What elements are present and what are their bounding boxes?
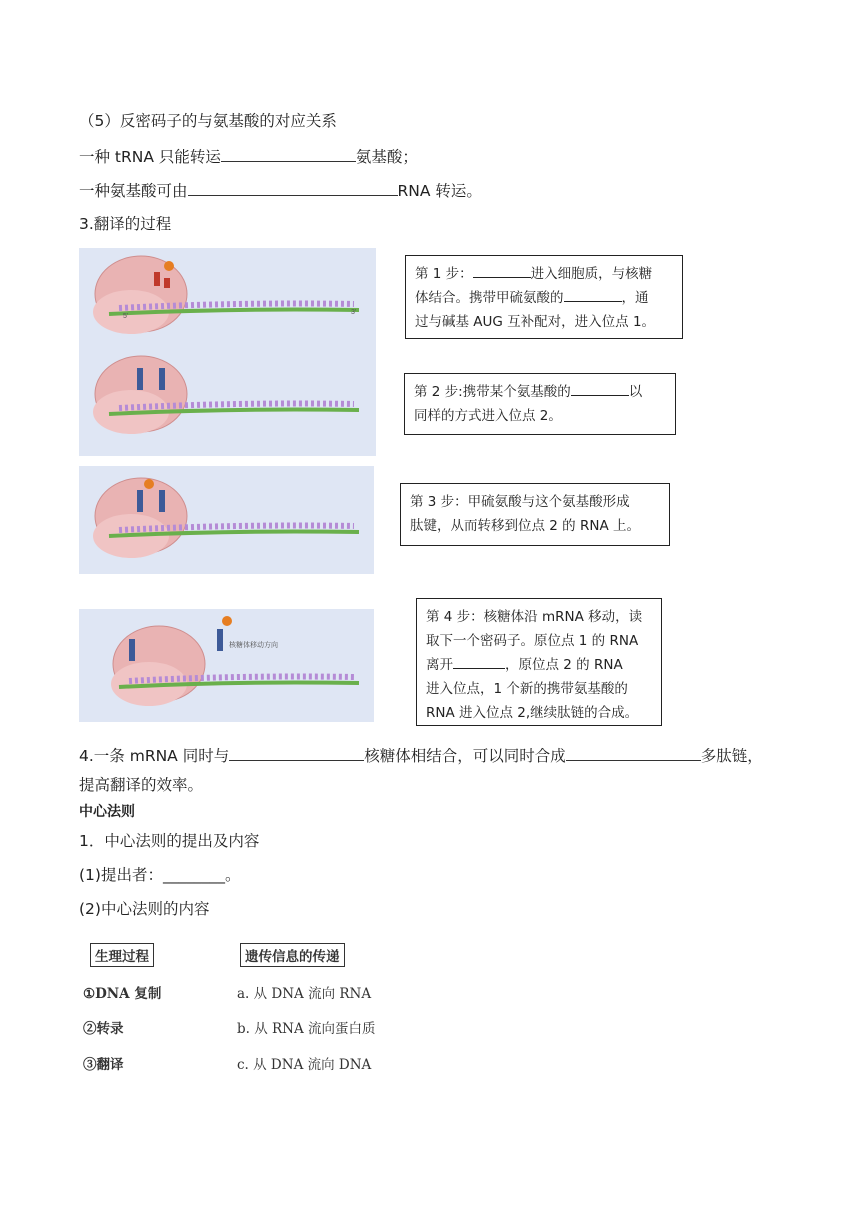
proposer-line: (1)提出者：________。 [79, 866, 241, 884]
three-prime-label: 3' [351, 309, 357, 316]
transfer-row-b: b. 从 RNA 流向蛋白质 [237, 1021, 376, 1037]
process-row-1: ①DNA 复制 [83, 986, 162, 1002]
section5-title: （5）反密码子的与氨基酸的对应关系 [79, 112, 337, 130]
translation-illustration-1 [79, 248, 376, 456]
section4-line1: 4.一条 mRNA 同时与 核糖体相结合，可以同时合成 多肽链， [79, 744, 763, 767]
section5-line2 [79, 179, 482, 202]
fill-blank[interactable] [188, 179, 398, 196]
central-sub1: 1．中心法则的提出及内容 [79, 832, 260, 850]
process-row-2: ②转录 [83, 1021, 124, 1037]
translation-illustration-2 [79, 466, 374, 574]
section4-line2: 提高翻译的效率。 [79, 776, 204, 794]
translation-illustration-3 [79, 609, 374, 722]
central-content: (2)中心法则的内容 [79, 900, 210, 918]
proposer-blank[interactable]: ________ [162, 866, 225, 884]
translation-figure-step-4 [79, 609, 374, 722]
fill-blank[interactable] [571, 381, 629, 396]
line2-prefix: 一种氨基酸可由 [79, 182, 188, 200]
transfer-row-a: a. 从 DNA 流向 RNA [237, 986, 372, 1002]
fill-blank[interactable] [566, 744, 701, 761]
line1-suffix: 氨基酸； [355, 148, 418, 166]
section3-title: 3.翻译的过程 [79, 215, 172, 233]
step-4-box: 第 4 步：核糖体沿 mRNA 移动，读 取下一个密码子。原位点 1 的 RNA 离开 ，原位点 2 的 RNA 进入位点，1 个新的携带氨基酸的 RNA 进入位点 2,继续肽链的合成。 [416, 598, 662, 726]
translation-figure-steps-1-2 [79, 248, 376, 456]
ribosome-direction-label: 核糖体移动方向 [229, 642, 278, 649]
transfer-row-c: c. 从 DNA 流向 DNA [237, 1057, 372, 1073]
process-row-3: ③翻译 [83, 1057, 124, 1073]
translation-figure-step-3 [79, 466, 374, 574]
fill-blank[interactable] [564, 287, 622, 302]
fill-blank[interactable] [229, 744, 364, 761]
col-header-process: 生理过程 [90, 943, 154, 967]
fill-blank[interactable] [221, 145, 356, 162]
step-3-box: 第 3 步：甲硫氨酸与这个氨基酸形成 肽键，从而转移到位点 2 的 RNA 上。 [400, 483, 670, 546]
section5-line1 [79, 145, 418, 168]
line1-prefix: 一种 tRNA 只能转运 [79, 148, 221, 166]
five-prime-label: 5' [123, 313, 129, 320]
fill-blank[interactable] [473, 263, 531, 278]
step-2-box: 第 2 步:携带某个氨基酸的 以 同样的方式进入位点 2。 [404, 373, 676, 435]
central-dogma-heading: 中心法则 [79, 804, 135, 820]
step-1-box: 第 1 步： 进入细胞质，与核糖 体结合。携带甲硫氨酸的 ，通 过与碱基 AUG 互补配对，进入位点 1。 [405, 255, 683, 339]
fill-blank[interactable] [453, 654, 505, 669]
line2-suffix: RNA 转运。 [397, 182, 482, 200]
col-header-transfer: 遗传信息的传递 [240, 943, 345, 967]
